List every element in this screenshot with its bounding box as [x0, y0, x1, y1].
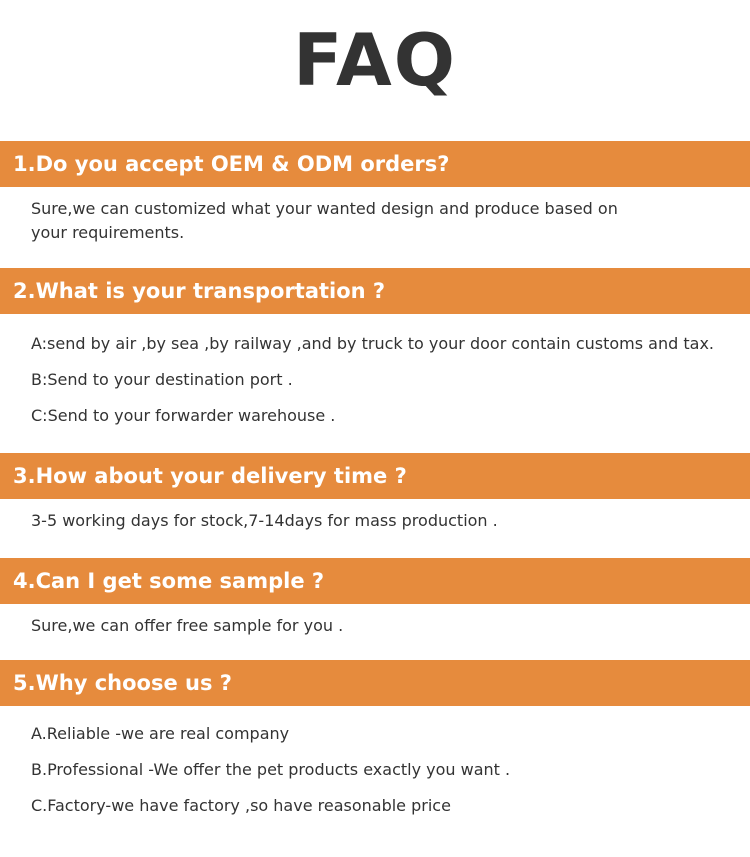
faq-answer-1: Sure,we can customized what your wanted design and produce based on your requirements.: [31, 199, 618, 242]
faq-question-5: 5.Why choose us ?: [0, 660, 750, 706]
faq-question-2: 2.What is your transportation ?: [0, 268, 750, 314]
faq-question-3: 3.How about your delivery time ?: [0, 453, 750, 499]
faq-question-4: 4.Can I get some sample ?: [0, 558, 750, 604]
faq-answer-2a: A:send by air ,by sea ,by railway ,and by truck to your door contain customs and tax.: [31, 334, 714, 353]
faq-answer-5c: C.Factory-we have factory ,so have reasonable price: [31, 796, 451, 815]
faq-answer-5a: A.Reliable -we are real company: [31, 724, 290, 743]
faq-answer-4: Sure,we can offer free sample for you .: [31, 616, 344, 635]
faq-question-1: 1.Do you accept OEM & ODM orders?: [0, 141, 750, 187]
faq-answer-2c: C:Send to your forwarder warehouse .: [31, 406, 336, 425]
faq-answer-5b: B.Professional -We offer the pet products exactly you want .: [31, 760, 511, 779]
faq-answer-3: 3-5 working days for stock,7-14days for mass production .: [31, 511, 498, 530]
faq-answer-2b: B:Send to your destination port .: [31, 370, 293, 389]
page-title: FAQ: [293, 18, 457, 102]
